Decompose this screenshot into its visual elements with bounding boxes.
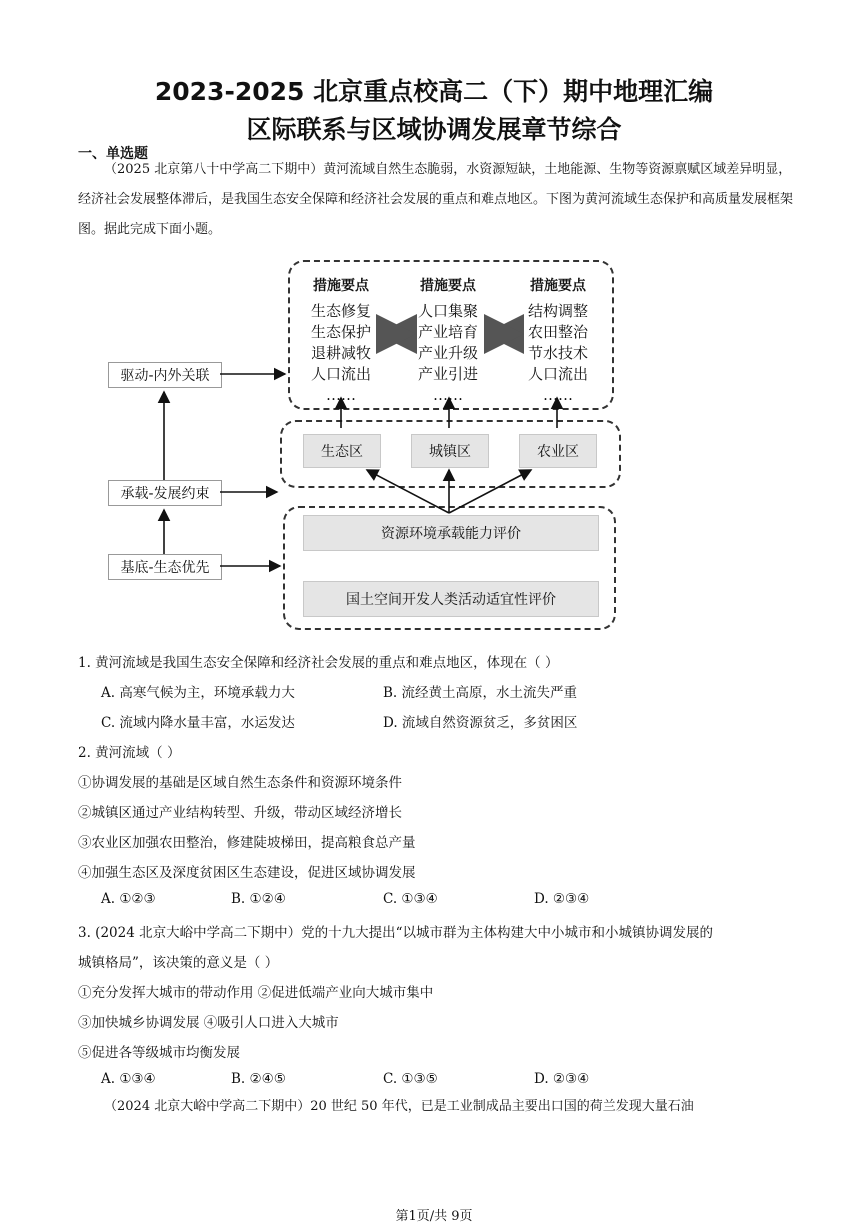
measures-column-town: 措施要点 人口集聚 产业培育 产业升级 产业引进 …… [417, 278, 478, 404]
q3-statement-5: ⑤促进各等级城市均衡发展 [78, 1045, 240, 1061]
framework-diagram [105, 258, 625, 630]
q1-option-a[interactable]: A. 高寒气候为主，环境承载力大 [101, 685, 295, 701]
q3-stem-line1: 3. (2024 北京大峪中学高二下期中）党的十九大提出“以城市群为主体构建大中小城市和小城镇协调发展的 [78, 925, 713, 941]
section-heading: 一、单选题 [78, 146, 148, 162]
q3-statements-3-4: ③加快城乡协调发展 ④吸引人口进入大城市 [78, 1015, 339, 1031]
left-box-carrying: 承载-发展约束 [108, 480, 222, 506]
measures-column-agriculture: 措施要点 结构调整 农田整治 节水技术 人口流出 …… [527, 278, 588, 404]
eval-resource-capacity: 资源环境承载能力评价 [303, 515, 599, 551]
q3-stem-line2: 城镇格局”，该决策的意义是（ ） [78, 955, 279, 971]
q1-option-d[interactable]: D. 流域自然资源贫乏，多贫困区 [383, 715, 578, 731]
q2-option-d[interactable]: D. ②③④ [534, 891, 590, 907]
measures-column-ecology: 措施要点 生态修复 生态保护 退耕减牧 人口流出 …… [310, 278, 371, 404]
q3-option-c[interactable]: C. ①③⑤ [383, 1071, 438, 1087]
diagram-arrows [105, 258, 625, 630]
q2-statement-2: ②城镇区通过产业结构转型、升级，带动区域经济增长 [78, 805, 402, 821]
zone-town: 城镇区 [411, 434, 489, 468]
q3-option-a[interactable]: A. ①③④ [101, 1071, 156, 1087]
next-material-paragraph: （2024 北京大峪中学高二下期中）20 世纪 50 年代，已是工业制成品主要出口国的荷兰发现大量石油 [104, 1099, 694, 1114]
q3-option-b[interactable]: B. ②④⑤ [231, 1071, 286, 1087]
q3-option-d[interactable]: D. ②③④ [534, 1071, 590, 1087]
left-box-driving: 驱动-内外关联 [108, 362, 222, 388]
q1-option-b[interactable]: B. 流经黄土高原，水土流失严重 [383, 685, 578, 701]
document-title-line1: 2023-2025 北京重点校高二（下）期中地理汇编 [154, 77, 714, 106]
page-number: 第1页/共 9页 [395, 1209, 473, 1224]
q2-option-a[interactable]: A. ①②③ [101, 891, 156, 907]
eval-land-suitability: 国土空间开发人类活动适宜性评价 [303, 581, 599, 617]
q2-statement-3: ③农业区加强农田整治，修建陡坡梯田，提高粮食总产量 [78, 835, 416, 851]
left-box-base: 基底-生态优先 [108, 554, 222, 580]
intro-paragraph: （2025 北京第八十中学高二下期中）黄河流域自然生态脆弱，水资源短缺，土地能源、生物等资源禀赋区域差异明显，经济社会发展整体滞后，是我国生态安全保障和经济社会发展的重点和难点地区。下图为黄河流域生态保护和高质量发展框架图。据此完成下面小题。 [78, 162, 794, 237]
zone-agriculture: 农业区 [519, 434, 597, 468]
q3-statements-1-2: ①充分发挥大城市的带动作用 ②促进低端产业向大城市集中 [78, 985, 434, 1001]
document-title-line2: 区际联系与区域协调发展章节综合 [246, 115, 622, 144]
q2-option-b[interactable]: B. ①②④ [231, 891, 286, 907]
zone-ecology: 生态区 [303, 434, 381, 468]
q2-statement-1: ①协调发展的基础是区域自然生态条件和资源环境条件 [78, 775, 402, 791]
q2-option-c[interactable]: C. ①③④ [383, 891, 438, 907]
q1-stem: 1. 黄河流域是我国生态安全保障和经济社会发展的重点和难点地区，体现在（ ） [78, 655, 559, 671]
q1-option-c[interactable]: C. 流域内降水量丰富，水运发达 [101, 715, 295, 731]
q2-stem: 2. 黄河流域（ ） [78, 745, 181, 761]
q2-statement-4: ④加强生态区及深度贫困区生态建设，促进区域协调发展 [78, 865, 416, 881]
